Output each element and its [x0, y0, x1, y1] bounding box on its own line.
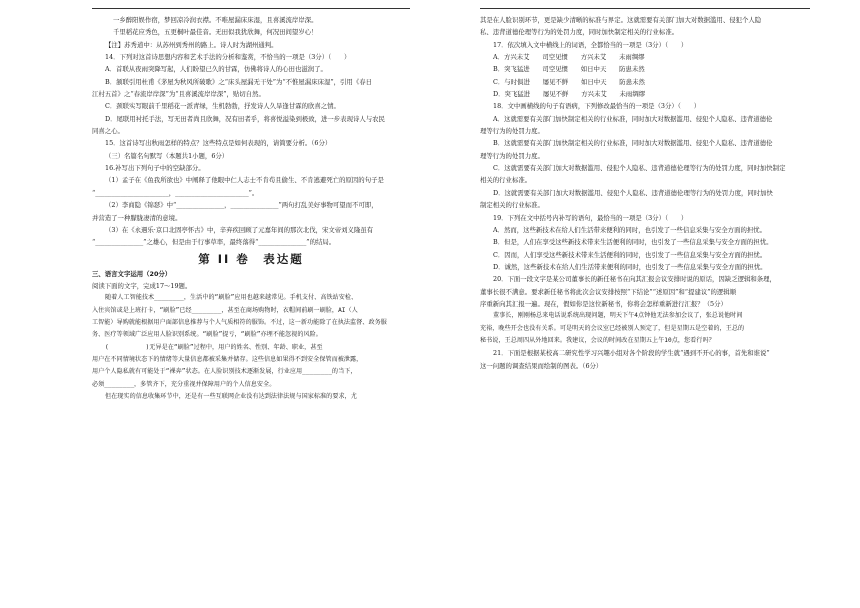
text-line: A．然而，这些新技术在给人们生活带来便利的同时，也引发了一些信息采集与安全方面的担忧。 [493, 225, 767, 234]
text-line: 16.补写出下列句子中的空缺部分。 [105, 164, 205, 173]
text-line: 理等行为的处罚力度。 [480, 127, 544, 136]
text-line: 序重新向其汇报一遍。现在，假如你是这位新秘书，你将会怎样重新进行汇报？（5分） [480, 299, 727, 308]
text-line: 一乡醉阳娱作宿，梦回凉冷润衣襟。不唯屋漏床床湿，且喜溪流岸岸深。 [113, 16, 318, 24]
reading-passage [92, 292, 410, 403]
text-line: 阅读下面的文字，完成17～19题。 [92, 281, 192, 290]
text-line: 董事长很不满意。要求新任秘书将此次会议安排按照“下结论”“述原因”和“提建议”的逻辑顺 [480, 287, 737, 296]
text-line: 17．依次填入文中横线上的词语，全都恰当的一项是（3分）（ ） [493, 40, 688, 49]
passage-line: 必须________，多管齐下，充分重视并保障用户的个人信息安全。 [92, 380, 276, 388]
text-line: C．颈联实写眼前千里稻花一派青绿，生机勃勃，抒发诗人久旱逢甘霖的欣喜之情。 [105, 102, 340, 111]
passage-line: 随着人工智能技术________，生活中的“刷脸”应用也越来越常见。手机支付、高铁站安检、 [105, 294, 358, 302]
text-line: 20．下面一段文字是某公司董事长的新任秘书在向其汇报会议安排时说的原话，因缺乏逻辑和条理， [493, 275, 776, 284]
text-line: B．但是，人们在享受这些新技术带来生活便利的同时，也引发了一些信息采集与安全方面的担忧。 [493, 238, 773, 247]
text-line: “_______________________，_______________________”。 [92, 188, 259, 197]
text-line: 【注】苏秀道中：从苏州到秀州的路上。诗人时为湖州通判。 [105, 40, 278, 49]
passage-line: 工智能）导购就能根据用户面部信息推荐与个人气质相符的服饰。不过，这一新功能除了在执法监督、政务服 [92, 318, 387, 326]
passage-line: 用户在不同情境状态下的情绪等大量信息都被采集并储存。这些信息如果得不到安全保管而被泄露， [92, 355, 363, 363]
secretary-report-passage [480, 310, 810, 347]
text-line: 江村五首》之“春流岸岸深”为“且喜溪流岸岸深”，贴切自然。 [92, 90, 265, 99]
text-line: 这一问题的调查结果而绘制的图表。（6分） [480, 361, 603, 370]
right-column-lines [480, 14, 810, 310]
passage-line: 用户个人隐私就有可能处于“裸奔”状态。在人脸识别技术逐渐发展，行业应用________的当下， [92, 368, 357, 376]
text-line: B．这就需要有关部门加快制定相关的行业标准，同时加大对数据滥用、侵犯个人隐私、违背道德伦 [493, 139, 773, 148]
passage-line: ( )无异是在“刷脸”过程中，用户的姓名、性别、年龄、职业，甚至 [105, 343, 323, 351]
text-line: 私、违背道德伦理等行为的处罚力度，同时加快制定相关的行业标准。 [480, 28, 679, 37]
section-title: 第 II 卷 表达题 [198, 251, 304, 266]
text-line: B．颔联引用杜甫《茅屋为秋风所破歌》之“床头屋漏无干处”为“不惟屋漏床床湿”，引用《春日 [105, 77, 372, 86]
left-column [92, 14, 410, 403]
text-line: D．突飞猛进 屡见不鲜 方兴未艾 未雨绸缪 [493, 90, 646, 99]
text-line: 制定相关的行业标准。 [480, 201, 544, 210]
left-top-rule [92, 8, 410, 9]
text-line: 14．下列对这首诗思想内容和艺术手法的分析和鉴赏，不恰当的一项是（3分）（ ） [105, 53, 351, 62]
text-line: “_______________”之雄心，但是由于行事草率，最终落得“_______________”的结局。 [92, 238, 336, 247]
text-line: 21．下面是根据某校高二研究性学习兴趣小组对各个阶段的学生就“遇到不开心的事，首先和谁说” [493, 349, 770, 358]
text-line: 并营造了一种朦胧凄清的意境。 [92, 213, 182, 222]
text-line: C．与时俱进 屡见不鲜 如日中天 防患未然 [493, 77, 645, 86]
text-line: （1）孟子在《鱼我所欲也》中阐释了他眼中仁人志士不肯苟且偷生、不肯逃避死亡的原因的句子是 [105, 176, 384, 185]
text-line: D．尾联用衬托手法，写无田者尚且欣舞，况有田者乎，将喜悦溢染到极致，进一步表现诗人与农民 [105, 114, 385, 123]
text-line: 18．文中画横线的句子有语病，下列修改最恰当的一项是（3分）（ ） [493, 102, 701, 111]
text-line: 千里稻花应秀色，五更桐叶最佳音。无田似我犹欣舞，何况田间望岁心！ [113, 28, 318, 37]
text-line: 15．这首诗写出秋雨怎样的特点？这些特点是如何表现的，请简要分析。（6分） [105, 139, 332, 148]
language-section-heading [92, 268, 410, 293]
text-line: 其是在人脸识别环节，更是缺少清晰的标准与界定。这就需要有关部门加大对数据滥用、侵犯个人隐 [480, 16, 762, 24]
passage-line: 入住宾馆或是上班打卡，“刷脸”已经________，甚至在商场购物时，衣帽间前刷一刷脸，AI（人 [92, 306, 358, 314]
question-21 [480, 347, 810, 372]
passage-line: 务、医疗等领域广泛应用人脸识别系统。“刷脸”提亏，“刷脸”亦埋不能忽视的风险。 [92, 331, 322, 339]
right-top-rule [480, 8, 810, 9]
right-column [480, 14, 810, 372]
text-line: C．这就需要有关部门加大对数据滥用、侵犯个人隐私、违背道德伦理等行为的处罚力度，同时加快制定 [493, 164, 786, 173]
text-line: 理等行为的处罚力度。 [480, 151, 544, 160]
text-line: 相关的行业标准。 [480, 176, 532, 185]
passage-line: 董事长，刚刚杨总来电话说系统出现问题，明天下午4点钟他无法参加会议了，张总说他时间 [493, 312, 743, 320]
text-line: 同喜之心。 [92, 127, 124, 136]
text-line: 三、语言文字运用（20分） [92, 269, 172, 278]
text-line: D．这就需要有关部门加大对数据滥用、侵犯个人隐私、违背道德伦理等行为的处罚力度，同时加快 [493, 188, 773, 197]
text-line: A．方兴未艾 司空见惯 方兴未艾 未雨绸缪 [493, 53, 645, 62]
text-line: A．这就需要有关部门加快制定相关的行业标准，同时加大对数据滥用、侵犯个人隐私、违背道德伦 [493, 114, 773, 123]
passage-line: 充裕，晚些开会也没有关系。可是明天的会议室已经被别人预定了，但是星期五是空着的，王总的 [480, 324, 745, 332]
text-line: （2）李商隐《锦瑟》中“_______________，_______________”两句打乱美好事物可望而不可即， [105, 201, 378, 210]
left-column-lines [92, 14, 410, 249]
text-line: A．首联从夜雨突降写起，人们盼望已久的甘霖，仿佛将诗人的心田也滋润了。 [105, 65, 327, 74]
text-line: （3）在《永遇乐·京口北固亭怀古》中，辛弃疾回顾了元嘉年间的那次北伐，宋文帝刘义隆虽有 [105, 225, 374, 234]
text-line: D．诚然，这些新技术在给人们生活带来便利的同时，也引发了一些信息采集与安全方面的担忧。 [493, 262, 767, 271]
text-line: 19．下列在文中括号内补写的语句，最恰当的一项是（3分）（ ） [493, 213, 688, 222]
passage-line: 但在现实的信息收集环节中，还是有一些互联网企业没有达到法律法规与国家标准的要求，尤 [105, 392, 357, 400]
text-line: B．突飞猛进 司空见惯 如日中天 防患未然 [493, 65, 645, 74]
passage-line: 秘书说，王总周四从外地回来。我建议，会议的时间改在星期五上午10点，您看行吗？ [480, 336, 715, 344]
text-line: （三）名篇名句默写（本题共1小题，6分） [105, 151, 229, 160]
text-line: C．因而，人们享受这些新技术带来生活便利的同时，也引发了一些信息采集与安全方面的担忧。 [493, 250, 767, 259]
